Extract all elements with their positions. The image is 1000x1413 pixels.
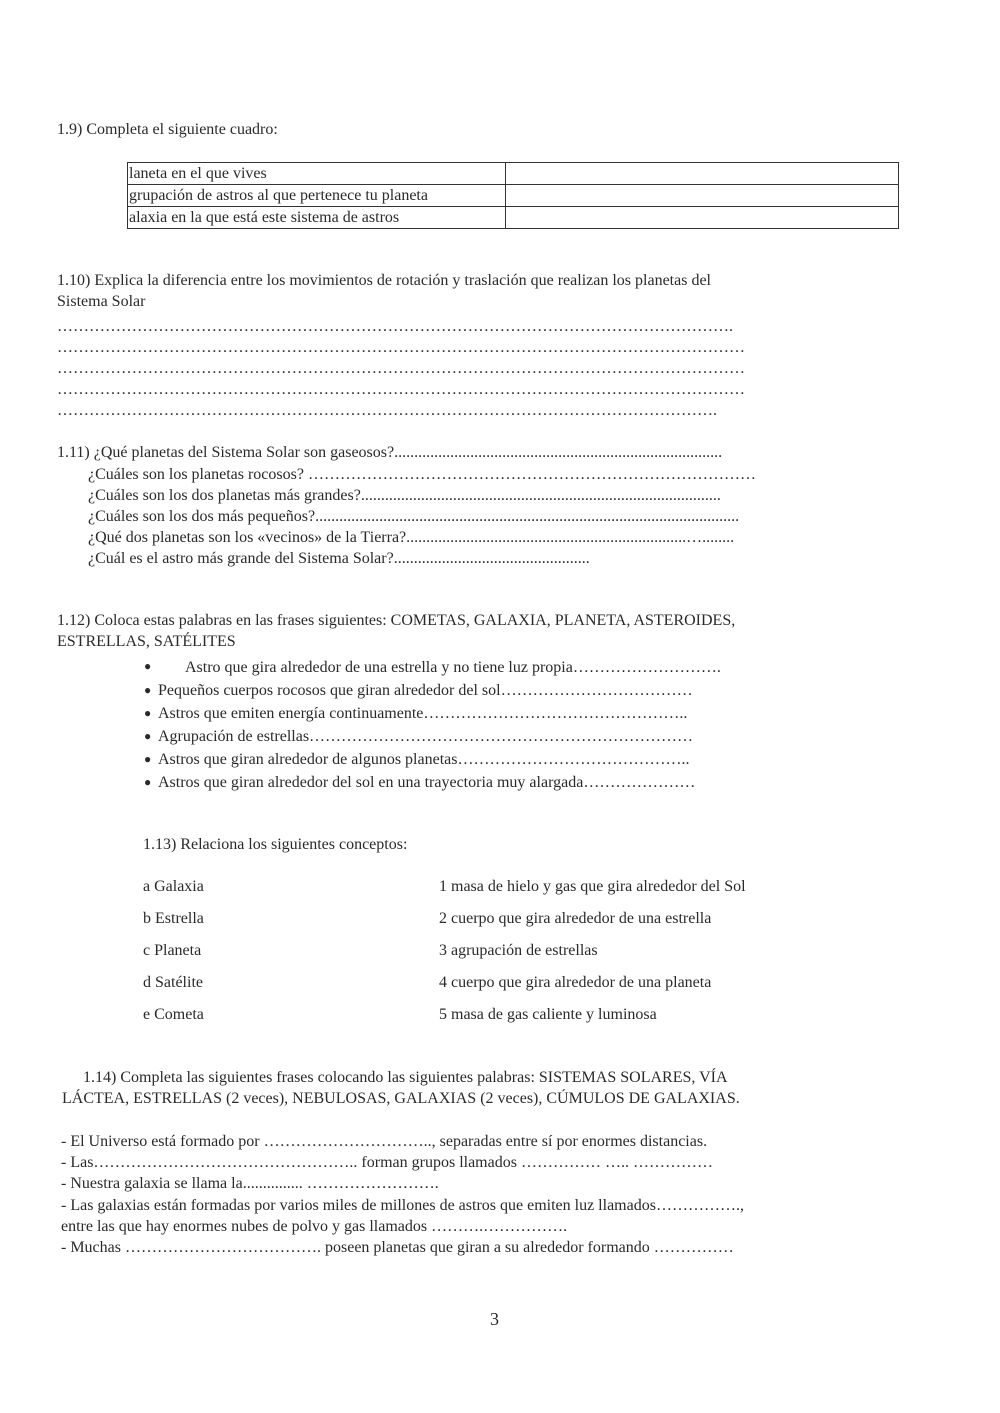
bullet-icon: ● [144,752,152,766]
list-item: Astro que gira alrededor de una estrella y no tiene luz propia………………………. [185,659,721,676]
row-label: laneta en el que vives [128,163,506,185]
question-gaseous-planets: 1.11) ¿Qué planetas del Sistema Solar son gaseosos?.................................................................................. [57,444,723,461]
answer-cell[interactable] [506,207,899,229]
concept-right: 5 masa de gas caliente y luminosa [439,1006,657,1023]
list-item: Astros que emiten energía continuamente………………………………………….. [158,705,688,722]
concept-left: b Estrella [143,910,204,927]
answer-cell[interactable] [506,185,899,207]
question-earth-neighbors: ¿Qué dos planetas son los «vecinos» de la Tierra?......................................................................…........ [88,529,735,546]
section-1-14-heading-line2: LÁCTEA, ESTRELLAS (2 veces), NEBULOSAS, GALAXIAS (2 veces), CÚMULOS DE GALAXIAS. [62,1090,740,1107]
concept-right: 1 masa de hielo y gas que gira alrededor del Sol [439,878,746,895]
fill-sentence: - Las………………………………………….. forman grupos llamados …………… ….. …………… [61,1154,713,1171]
answer-line[interactable]: ………………………………………………………………………………………………………………… [57,360,745,377]
bullet-icon: ● [144,683,152,697]
fill-sentence: - Muchas ………………………………. poseen planetas que giran a su alrededor formando …………… [61,1239,734,1256]
question-largest-star: ¿Cuál es el astro más grande del Sistema Solar?................................................. [88,550,590,567]
concept-left: a Galaxia [143,878,204,895]
table-row [128,185,899,207]
list-item: Astros que giran alrededor del sol en una trayectoria muy alargada………………… [158,774,696,791]
list-item: Agrupación de estrellas……………………………………………………………… [158,728,694,745]
answer-line[interactable]: ……………………………………………………………………………………………………………. [57,402,717,419]
question-largest-planets: ¿Cuáles son los dos planetas más grandes?.......................................................................................... [88,487,721,504]
bullet-icon: ● [144,729,152,743]
bullet-icon: ● [144,706,152,720]
question-smallest-planets: ¿Cuáles son los dos más pequeños?.......................................................................................................... [88,508,740,525]
concept-left: d Satélite [143,974,203,991]
table-row [128,207,899,229]
fill-sentence: - El Universo está formado por ………………………….., separadas entre sí por enormes distancias. [61,1133,708,1150]
row-label: grupación de astros al que pertenece tu planeta [128,185,506,207]
answer-line[interactable]: ………………………………………………………………………………………………………………… [57,381,745,398]
concept-left: c Planeta [143,942,202,959]
list-item: Astros que giran alrededor de algunos planetas…………………………………….. [158,751,690,768]
row-label: alaxia en la que está este sistema de astros [128,207,506,229]
section-1-10-heading-line2: Sistema Solar [57,293,146,310]
section-1-13-heading: 1.13) Relaciona los siguientes conceptos: [143,836,408,853]
fill-sentence: entre las que hay enormes nubes de polvo y gas llamados ……….……………. [61,1218,568,1235]
fill-sentence: - Nuestra galaxia se llama la............... ……………………. [61,1175,439,1192]
concept-right: 3 agrupación de estrellas [439,942,598,959]
page-number: 3 [490,1309,499,1329]
concept-right: 2 cuerpo que gira alrededor de una estrella [439,910,712,927]
answer-cell[interactable] [506,163,899,185]
bullet-icon: ● [144,659,152,673]
completion-table [127,162,899,229]
fill-sentence: - Las galaxias están formadas por varios miles de millones de astros que emiten luz llamados……………., [61,1197,744,1214]
section-1-14-heading-line1: 1.14) Completa las siguientes frases colocando las siguientes palabras: SISTEMAS SOLARES, VÍA [83,1069,728,1086]
list-item: Pequeños cuerpos rocosos que giran alrededor del sol……………………………… [158,682,693,699]
answer-line[interactable]: ………………………………………………………………………………………………………………. [57,318,733,335]
section-1-12-heading-line1: 1.12) Coloca estas palabras en las frases siguientes: COMETAS, GALAXIA, PLANETA, ASTEROIDES, [57,612,736,629]
section-1-10-heading-line1: 1.10) Explica la diferencia entre los movimientos de rotación y traslación que realizan los planetas del [57,272,711,289]
answer-line[interactable]: ………………………………………………………………………………………………………………… [57,339,745,356]
section-1-9-heading: 1.9) Completa el siguiente cuadro: [57,121,278,138]
table-row [128,163,899,185]
section-1-12-heading-line2: ESTRELLAS, SATÉLITES [57,633,236,650]
concept-left: e Cometa [143,1006,204,1023]
bullet-icon: ● [144,775,152,789]
concept-right: 4 cuerpo que gira alrededor de una planeta [439,974,712,991]
question-rocky-planets: ¿Cuáles son los planetas rocosos? ………………………………………………………………………… [88,466,756,483]
